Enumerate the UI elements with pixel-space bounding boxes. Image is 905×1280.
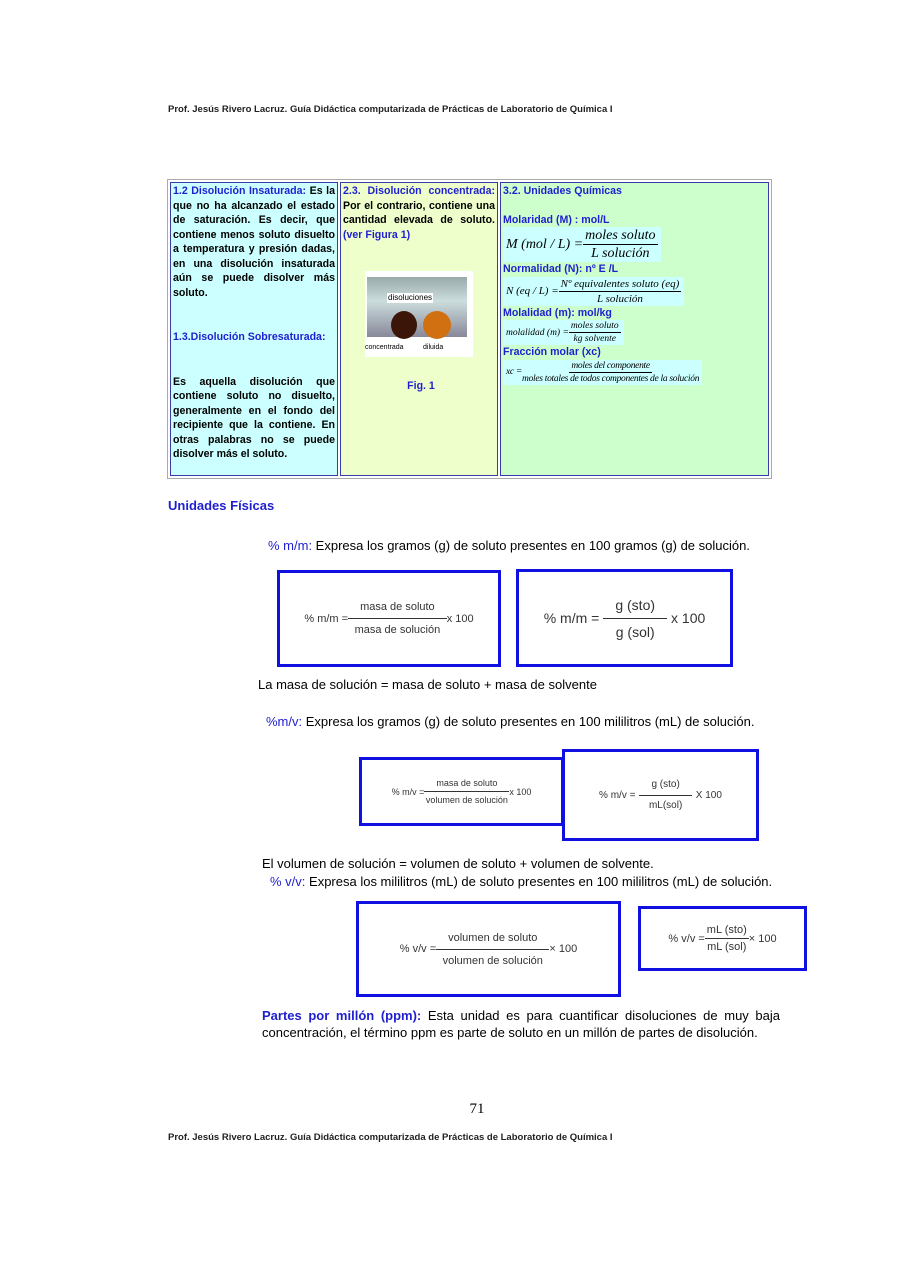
denominator: moles totales de todos componentes de la solución [522,373,700,384]
formula-lhs: % v/v = [399,943,437,955]
numerator: mL (sto) [705,922,749,939]
numerator: moles soluto [585,228,656,243]
mm-formula-box [277,570,501,667]
denominator: mL(sol) [648,799,683,811]
formula-rhs: x 100 [671,610,706,626]
mm-formula-box-short [516,569,733,667]
normalidad-heading: Normalidad (N): nº E /L [503,263,619,275]
denominator: kg solvente [573,334,616,344]
normalidad-formula [503,277,684,306]
term-label: %m/v: [266,714,303,729]
mv-formula-box [359,757,564,826]
mm-paragraph [268,537,780,554]
section-text: Es aquella disolución que contiene soluto no disuelto, generalmente en el fondo del recipiente que la contiene. En otras palabras no se puede disolver más el soluto. [173,375,335,460]
formula-rhs: x 100 [446,612,474,625]
image-label: concentrada [365,344,404,351]
term-label: % m/m: [268,538,313,553]
figure-caption: Fig. 1 [407,380,435,392]
numerator: g (sto) [639,775,691,796]
vv-paragraph [270,873,780,890]
numerator: masa de soluto [424,775,509,792]
formula-lhs: molalidad (m) = [506,327,569,338]
section-title: 1.2 Disolución Insaturada: [173,185,307,197]
vv-formula-box [356,901,621,997]
denominator: volumen de solución [425,795,508,805]
denominator: volumen de solución [442,954,543,967]
formula-lhs: N (eq / L) = [506,285,559,297]
mv-formula-box-short [562,749,759,841]
formula-lhs: % m/m = [543,610,600,626]
term-text: Expresa los mililitros (mL) de soluto presentes en 100 mililitros (mL) de solución. [305,874,773,889]
denominator: g (sol) [615,623,655,640]
section-title: 2.3. Disolución concentrada: [343,185,495,197]
table-cell-insaturada [170,182,338,476]
section-title-unidades-fisicas: Unidades Físicas [168,498,275,513]
page-number: 71 [469,1101,485,1117]
section-title: 3.2. Unidades Químicas [503,185,622,197]
mv-paragraph [258,713,780,730]
image-label: disoluciones [388,293,433,302]
formula-rhs: x 100 [509,786,532,797]
section-text: Es la que no ha alcanzado el estado de saturación. Es decir, que contiene menos soluto disuelto a temperatura y presión dadas, en una disolución insaturada aún se puede disolver más soluto. [173,185,335,299]
formula-lhs: M (mol / L) = [506,237,584,252]
molaridad-heading: Molaridad (M) : mol/L [503,213,610,226]
denominator: L solución [591,246,650,261]
molalidad-heading: Molalidad (m): mol/kg [503,306,612,319]
molaridad-formula [503,227,661,262]
formula-lhs: % m/v = [599,789,636,801]
formula-lhs: xc = [506,367,523,377]
numerator: volumen de soluto [436,927,549,950]
figure-image [365,271,473,357]
numerator: moles soluto [570,321,619,331]
table-cell-concentrada [340,182,498,476]
mv-note: El volumen de solución = volumen de soluto + volumen de solvente. [262,856,654,871]
image-label: diluida [423,344,444,351]
term-text: Expresa los gramos (g) de soluto presentes en 100 mililitros (mL) de solución. [302,714,755,729]
formula-lhs: % m/m = [304,612,349,625]
formula-rhs: × 100 [748,932,777,945]
section-text: Por el contrario, contiene una cantidad elevada de soluto. [343,199,495,226]
fraccion-molar-heading: Fracción molar (xc) [503,346,601,358]
page-header: Prof. Jesús Rivero Lacruz. Guía Didáctica computarizada de Prácticas de Laboratorio de Química I [168,104,613,115]
term-text: Esta unidad es para cuantificar disoluciones de muy baja concentración, el término ppm es parte de soluto en un millón de partes de disolución. [262,1008,780,1040]
mm-note: La masa de solución = masa de soluto + masa de solvente [258,677,597,692]
concepts-table [167,179,772,479]
figure-link[interactable]: (ver Figura 1) [343,228,411,241]
ppm-paragraph [262,1007,780,1041]
table-cell-unidades-quimicas [500,182,769,476]
fraccion-molar-formula [503,360,702,385]
molalidad-formula [503,320,624,345]
section-title: 1.3.Disolución Sobresaturada: [173,331,326,343]
numerator: Nº equivalentes soluto (eq) [560,277,680,290]
numerator: moles del componente [571,360,650,371]
numerator: g (sto) [603,592,667,619]
formula-rhs: × 100 [549,943,578,955]
formula-lhs: % m/v = [391,786,425,797]
term-text: Expresa los gramos (g) de soluto presentes en 100 gramos (g) de solución. [312,538,750,553]
term-label: % v/v: [270,874,306,889]
numerator: masa de soluto [348,596,447,619]
denominator: L solución [596,292,643,305]
denominator: mL (sol) [707,941,747,953]
formula-rhs: X 100 [695,789,722,801]
term-label: Partes por millón (ppm): [262,1008,422,1023]
denominator: masa de solución [354,624,441,636]
formula-lhs: % v/v = [668,932,705,945]
vv-formula-box-short [638,906,807,971]
page-footer: Prof. Jesús Rivero Lacruz. Guía Didáctica computarizada de Prácticas de Laboratorio de Química I [168,1132,613,1143]
